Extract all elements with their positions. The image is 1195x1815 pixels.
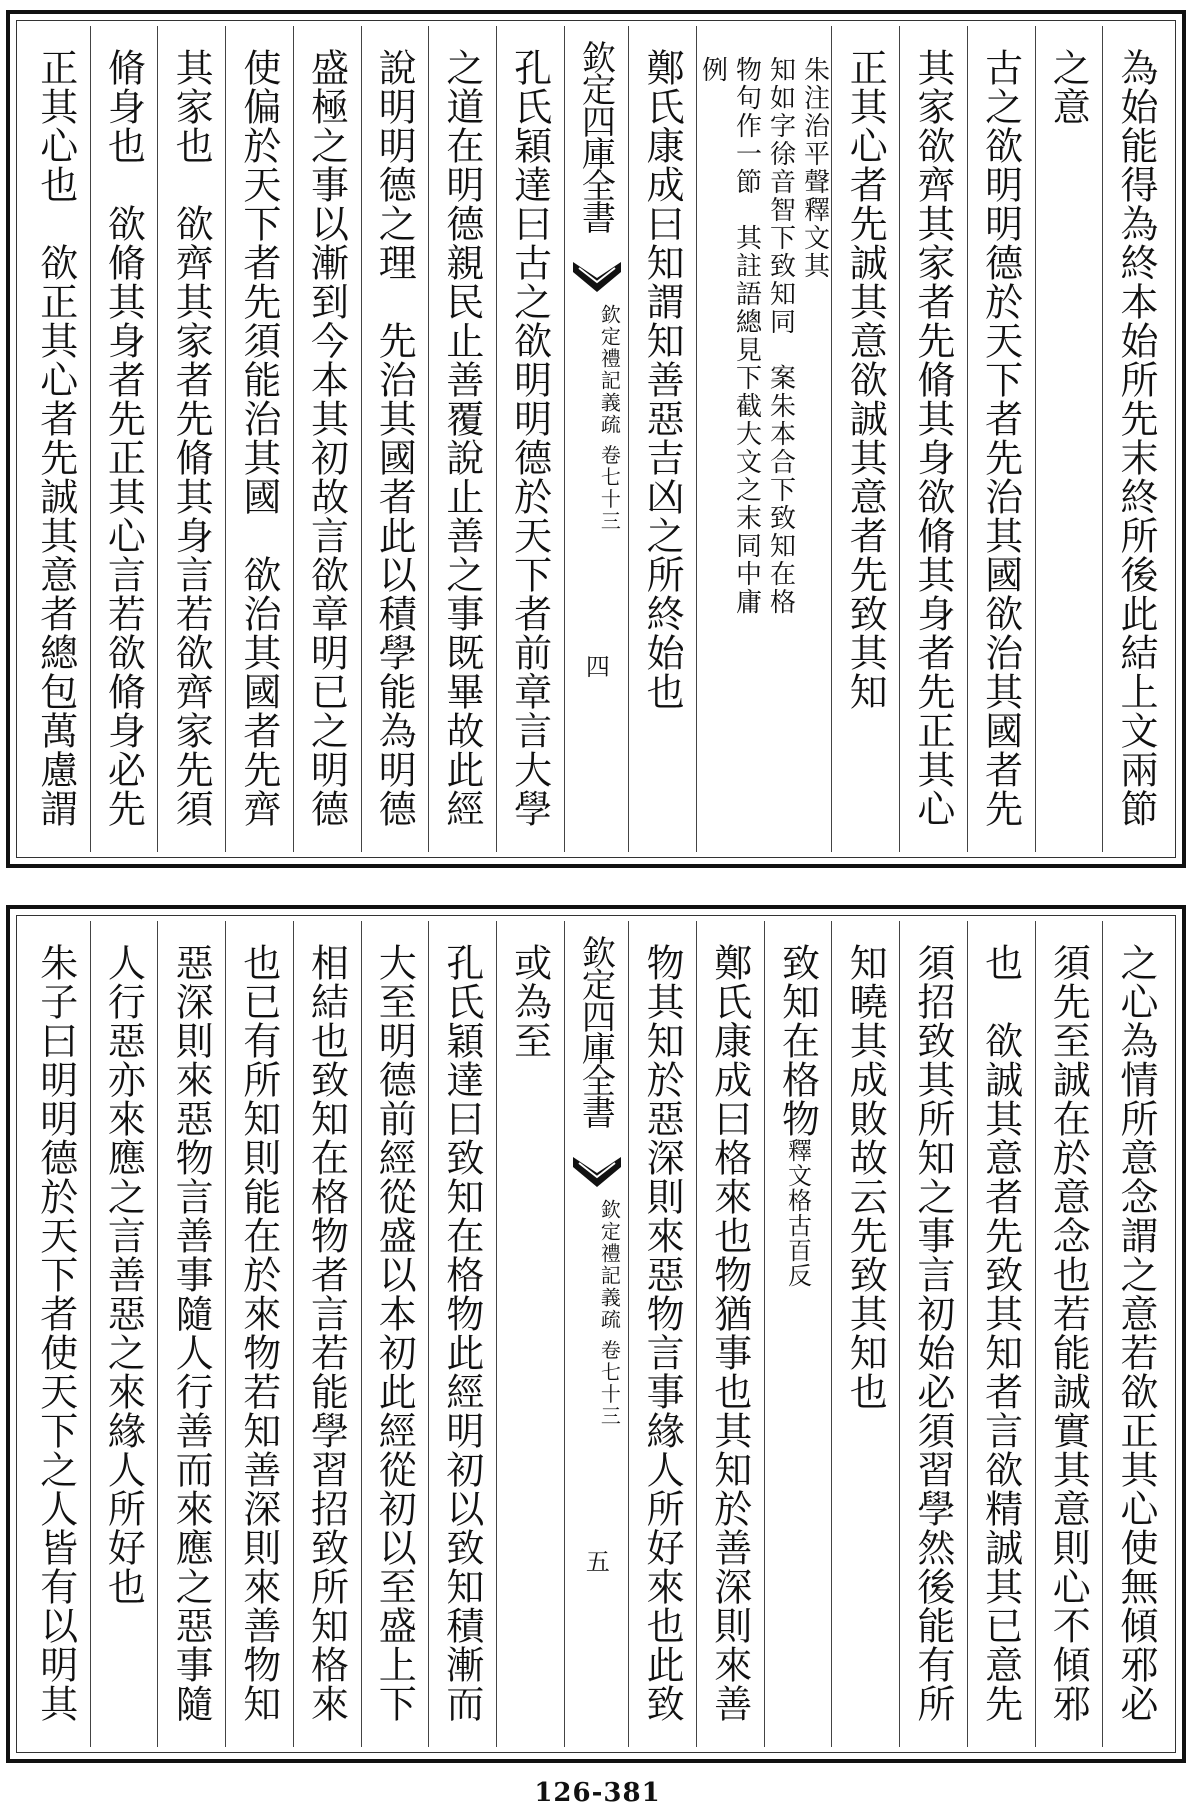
text-column: 知曉其成敗故云先致其知也 <box>831 921 899 1747</box>
text-column: 正其心者先誠其意欲誠其意者先致其知 <box>831 26 899 852</box>
text-column: 惡深則來惡物言善事隨人行善而來應之惡事隨 <box>157 921 225 1747</box>
text-column: 孔氏穎達曰致知在格物此經明初以致知積漸而 <box>428 921 496 1747</box>
text-column: 正其心也 欲正其心者先誠其意者總包萬慮謂 <box>33 48 78 828</box>
heading-column <box>764 921 832 1747</box>
text-column: 說明明德之理 先治其國者此以積學能為明德 <box>361 26 429 852</box>
book-title: 欽定四庫全書 <box>575 40 616 232</box>
fish-tail-mark-icon <box>571 258 623 294</box>
section-heading: 致知在格物 <box>775 943 820 1138</box>
folio-number: 四 <box>581 654 610 678</box>
center-fold <box>564 921 629 1747</box>
text-column: 相結也致知在格物者言若能學習招致所知格來 <box>293 921 361 1747</box>
text-column: 盛極之事以漸到今本其初故言欲章明已之明德 <box>293 26 361 852</box>
annotation-column <box>696 26 831 852</box>
volume-title: 欽定禮記義疏 卷七十三 <box>597 304 622 533</box>
book-title: 欽定四庫全書 <box>575 935 616 1127</box>
bottom-columns <box>22 921 1170 1747</box>
text-column: 也 欲誠其意者先致其知者言欲精誠其已意先 <box>967 921 1035 1747</box>
text-column: 其家也 欲齊其家者先脩其身言若欲齊家先須 <box>157 26 225 852</box>
text-column: 脩身也 欲脩其身者先正其心言若欲脩身必先 <box>90 26 158 852</box>
heading-text <box>765 943 832 1739</box>
text-column: 大至明德前經從盛以本初此經從初以至盛上下 <box>361 921 429 1747</box>
page-number: 126-381 <box>534 1778 661 1808</box>
text-column: 之心為情所意念謂之意若欲正其心使無傾邪必 <box>1102 921 1170 1747</box>
text-column: 也已有所知則能在於來物若知善深則來善物知 <box>225 921 293 1747</box>
text-column: 鄭氏康成曰格來也物猶事也其知於善深則來善 <box>696 921 764 1747</box>
text-column: 朱子曰明明德於天下者使天下之人皆有以明其 <box>33 943 78 1723</box>
text-column: 其家欲齊其家者先脩其身欲脩其身者先正其心 <box>899 26 967 852</box>
text-column: 孔氏穎達曰古之欲明明德於天下者前章言大學 <box>496 26 564 852</box>
heading-note: 釋文格古百反 <box>783 1138 812 1288</box>
text-column: 須招致其所知之事言初始必須習學然後能有所 <box>899 921 967 1747</box>
top-columns <box>22 26 1170 852</box>
text-column: 之意 <box>1035 26 1103 852</box>
center-fold <box>564 26 629 852</box>
top-page <box>6 10 1186 868</box>
text-column: 使偏於天下者先須能治其國 欲治其國者先齊 <box>225 26 293 852</box>
text-column: 人行惡亦來應之言善惡之來緣人所好也 <box>90 921 158 1747</box>
volume-title: 欽定禮記義疏 卷七十三 <box>597 1199 622 1428</box>
text-column: 須先至誠在於意念也若能誠實其意則心不傾邪 <box>1035 921 1103 1747</box>
text-column: 古之欲明明德於天下者先治其國欲治其國者先 <box>967 26 1035 852</box>
bottom-page <box>6 905 1186 1763</box>
text-column: 之道在明德親民止善覆說止善之事既畢故此經 <box>428 26 496 852</box>
annotation-text: 朱注治平聲釋文其 知如字徐音智下致知同 案朱本合下致知在格 物句作一節 其註語總見下截大文之末同中庸 例 <box>697 56 830 616</box>
text-column: 為始能得為終本始所先末終所後此結上文兩節 <box>1102 26 1170 852</box>
folio-number: 五 <box>581 1549 610 1573</box>
fish-tail-mark-icon <box>571 1153 623 1189</box>
text-column: 鄭氏康成曰知謂知善惡吉凶之所終始也 <box>628 26 696 852</box>
text-column: 物其知於惡深則來惡物言事緣人所好來也此致 <box>628 921 696 1747</box>
text-column: 或為至 <box>496 921 564 1747</box>
